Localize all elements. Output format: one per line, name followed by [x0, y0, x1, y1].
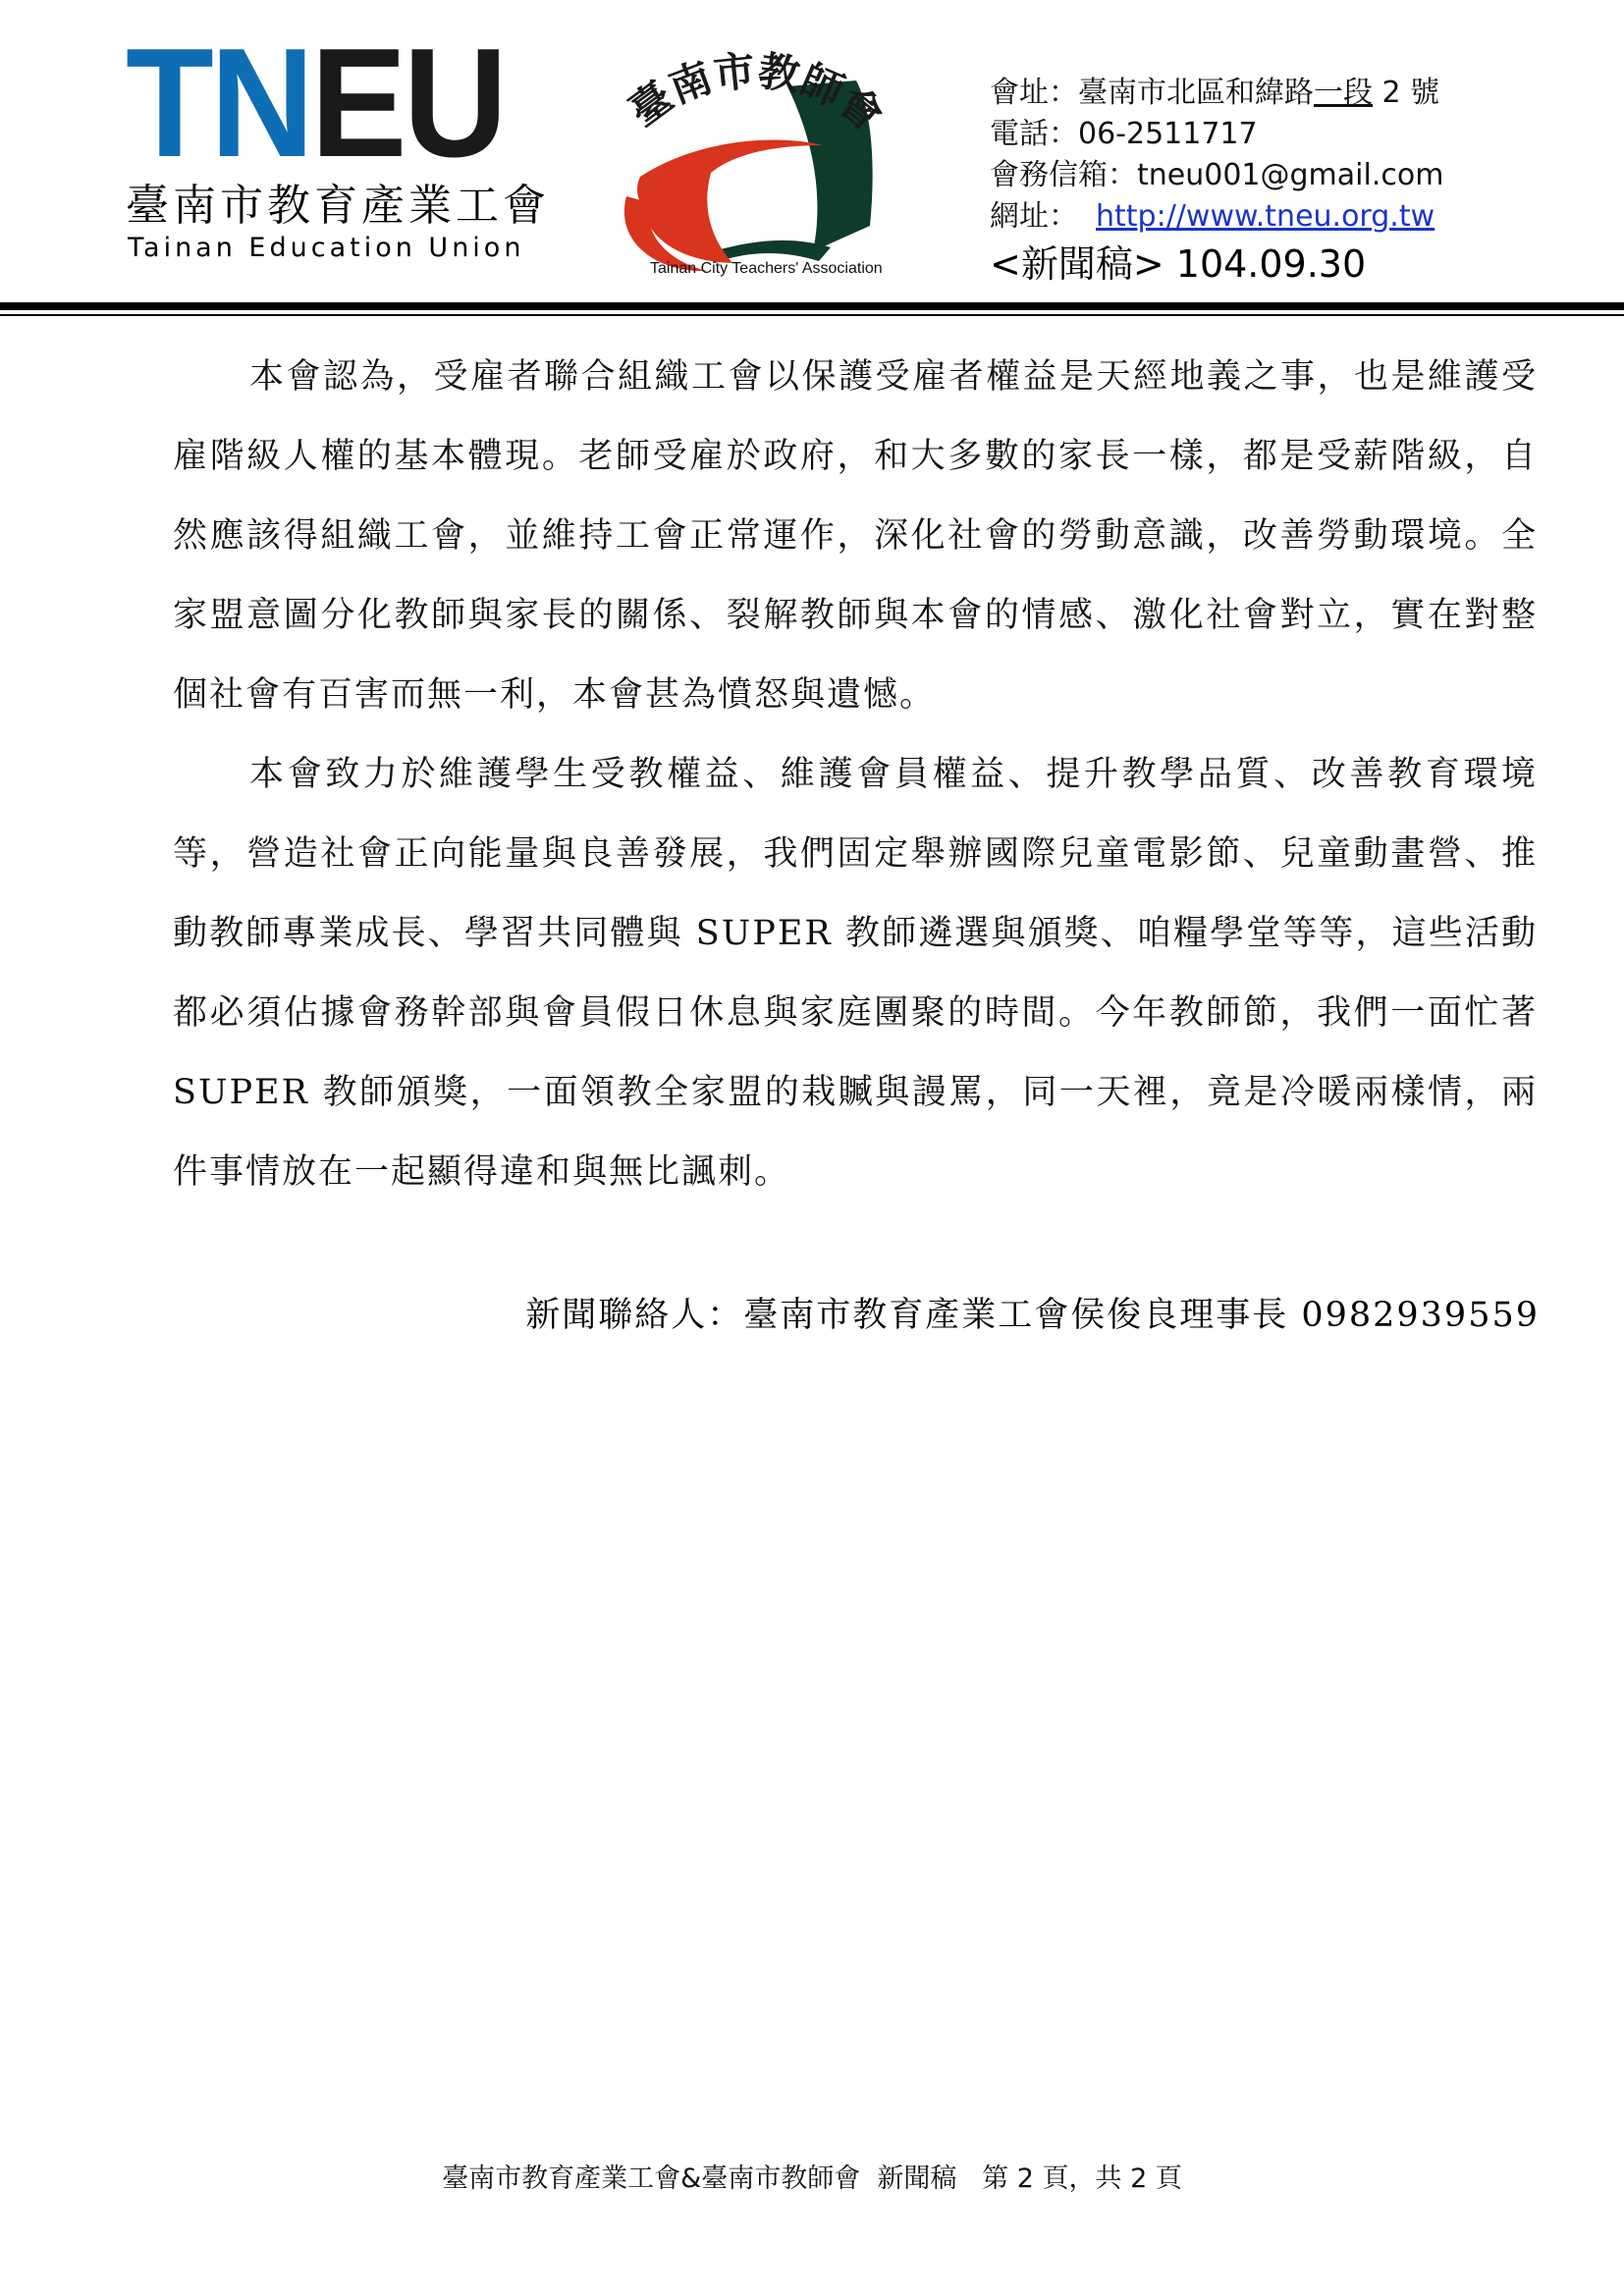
contact-info: [990, 73, 1598, 289]
press-contact-person: 新聞聯絡人：臺南市教育產業工會侯俊良理事長 0982939559: [525, 1296, 1540, 1335]
tneu-name-cn: 臺南市教育產業工會: [126, 181, 550, 231]
page-footer: 臺南市教育產業工會&臺南市教師會 新聞稿 第 2 頁，共 2 頁: [442, 2163, 1182, 2194]
tcta-name-en: Tainan City Teachers' Association: [650, 260, 883, 277]
press-release-body: [173, 338, 1538, 1212]
email-line: 會務信箱：tneu001@gmail.com: [990, 158, 1444, 192]
tneu-name-en: Tainan Education Union: [128, 233, 525, 263]
address-line: 會址：臺南市北區和緯路一段 2 號: [990, 76, 1440, 110]
press-release-heading: <新聞稿> 104.09.30: [990, 242, 1367, 286]
body-paragraph: 本會認為，受雇者聯合組織工會以保護受雇者權益是天經地義之事，也是維護受雇階級人權的基本體現。老師受雇於政府，和大多數的家長一樣，都是受薪階級，自然應該得組織工會，並維持工會正常運作，深化社會的勞動意識，改善勞動環境。全家盟意圖分化教師與家長的關係、裂解教師與本會的情感、激化社會對立，實在對整個社會有百害而無一利，本會甚為憤怒與遺憾。: [173, 357, 1538, 715]
website-line: 網址： http://www.tneu.org.tw: [990, 199, 1435, 234]
tcta-logo: [560, 29, 913, 285]
tcta-name-cn: 臺南市教師會: [620, 46, 893, 141]
header-divider-thin: [0, 314, 1624, 316]
tneu-logo: [126, 17, 550, 263]
body-paragraph: 本會致力於維護學生受教權益、維護會員權益、提升教學品質、改善教育環境等，營造社會正向能量與良善發展，我們固定舉辦國際兒童電影節、兒童動畫營、推動教師專業成長、學習共同體與 SUPER 教師遴選與頒獎、咱糧學堂等等，這些活動都必須佔據會務幹部與會員假日休息與家庭團聚的時間。今年教師節，我們一面忙著 SUPER 教師頒獎，一面領教全家盟的栽贓與謾罵，同一天裡，竟是冷暖兩樣情，兩件事情放在一起顯得違和與無比諷刺。: [173, 755, 1538, 1192]
tneu-logo-letters: TNEU: [126, 17, 505, 189]
phone-line: 電話：06-2511717: [990, 117, 1258, 151]
header-divider-thick: [0, 302, 1624, 310]
website-link[interactable]: http://www.tneu.org.tw: [1096, 199, 1435, 234]
